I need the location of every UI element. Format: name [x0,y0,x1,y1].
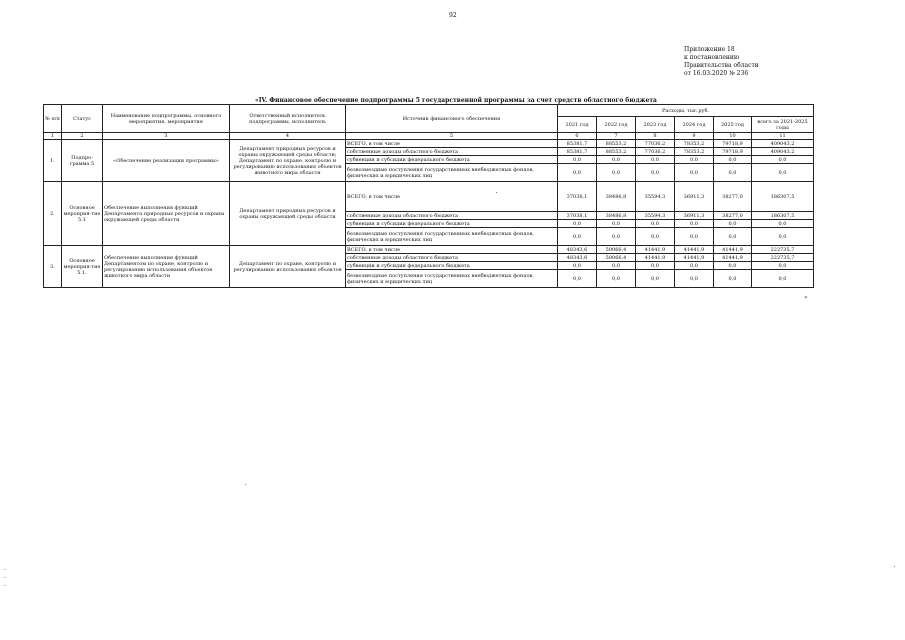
value-cell: 78353,2 [675,140,714,148]
header-status: Статус [62,105,103,133]
value-cell: 38486,8 [597,182,636,212]
value-cell: 79718,9 [714,148,752,156]
value-cell: 0,0 [675,156,714,164]
header-executor: Ответственный исполнитель подпрограммы, исполнитель [230,105,346,133]
value-cell: 36911,3 [675,212,714,220]
value-cell: 0,0 [636,164,675,182]
value-cell: 0,0 [675,262,714,270]
row-number: 2. [44,182,62,246]
appendix-line: Приложение 18 [684,46,735,53]
value-cell: 50066,4 [597,254,636,262]
value-cell: 0,0 [675,164,714,182]
value-cell: 36911,3 [675,182,714,212]
value-cell: 0,0 [636,156,675,164]
closing-quote-mark: » [804,294,808,301]
appendix-line: к постановлению [684,54,740,61]
value-cell: 0,0 [558,164,597,182]
value-cell: 41441,9 [636,246,675,254]
value-cell: 77036,2 [636,140,675,148]
value-cell: 409043,2 [752,148,814,156]
column-number: 8 [636,133,675,140]
header-year-2024: 2024 год [675,117,714,133]
row-status: Подпро-грамма 5 [62,140,103,182]
value-cell: 48343,6 [558,246,597,254]
source-cell: безвозмездные поступления государственных внебюджетных фондов, физических и юридических лиц [346,164,558,182]
value-cell: 0,0 [714,262,752,270]
value-cell: 0,0 [636,220,675,228]
value-cell: 38486,8 [597,212,636,220]
source-cell: собственные доходы областного бюджета [346,148,558,156]
column-number: 3 [103,133,230,140]
value-cell: 186307,5 [752,212,814,220]
value-cell: 0,0 [714,228,752,246]
value-cell: 41441,9 [636,254,675,262]
value-cell: 78353,2 [675,148,714,156]
source-cell: субвенции и субсидии федерального бюджета [346,220,558,228]
value-cell: 0,0 [597,164,636,182]
source-cell: ВСЕГО, в том числе [346,140,558,148]
row-status: Основное мероприя-тие 5.1 [62,182,103,246]
value-cell: 85381,7 [558,140,597,148]
source-cell: собственные доходы областного бюджета [346,212,558,220]
source-cell: субвенции и субсидии федерального бюджета [346,156,558,164]
value-cell: 48343,6 [558,254,597,262]
row-executor: Департамент природных ресурсов и охраны окружающей среды области; Департамент по охране, контролю и регулированию использования объектов животного мира области [230,140,346,182]
value-cell: 0,0 [597,220,636,228]
edge-tick: - [4,582,7,589]
appendix-line: Правительства области [684,62,759,69]
value-cell: 0,0 [675,270,714,288]
row-name: «Обеспечение реализации программы» [103,140,230,182]
value-cell: 35594,3 [636,182,675,212]
edge-tick: - [4,566,7,573]
value-cell: 77036,2 [636,148,675,156]
value-cell: 88553,2 [597,140,636,148]
row-number: 3. [44,246,62,288]
value-cell: 41441,9 [714,254,752,262]
value-cell: 41441,9 [675,246,714,254]
value-cell: 0,0 [752,220,814,228]
column-number: 11 [752,133,814,140]
value-cell: 222735,7 [752,246,814,254]
value-cell: 37038,1 [558,182,597,212]
value-cell: 0,0 [597,228,636,246]
header-source: Источник финансового обеспечения [346,105,558,133]
value-cell: 41441,9 [675,254,714,262]
value-cell: 85381,7 [558,148,597,156]
value-cell: 79718,9 [714,140,752,148]
page-number: 92 [449,12,457,19]
table-row [44,246,814,254]
column-number: 1 [44,133,62,140]
appendix-line: от 16.03.2020 № 236 [684,70,749,77]
header-year-2025: 2025 год [714,117,752,133]
row-number: 1. [44,140,62,182]
value-cell: 0,0 [558,220,597,228]
table-row [44,140,814,148]
table-title: «IV. Финансовое обеспечение подпрограммы 5 государственной программы за счет средств областного бюджета [255,97,657,104]
value-cell: 222735,7 [752,254,814,262]
value-cell: 38277,0 [714,212,752,220]
value-cell: 0,0 [714,270,752,288]
value-cell: 37038,1 [558,212,597,220]
column-number: 10 [714,133,752,140]
source-cell: ВСЕГО, в том числе [346,182,558,212]
column-number: 9 [675,133,714,140]
header-expenses: Расходы, тыс.руб. [558,105,814,117]
row-name: Обеспечение выполнения функций Департаментом по охране, контролю и регулированию использования объектов животного мира области [103,246,230,288]
value-cell: 0,0 [752,164,814,182]
value-cell: 0,0 [597,270,636,288]
source-cell: ВСЕГО, в том числе [346,246,558,254]
source-cell: безвозмездные поступления государственных внебюджетных фондов, физических и юридических лиц [346,270,558,288]
value-cell: 50066,4 [597,246,636,254]
scan-speck [496,192,497,193]
column-number: 7 [597,133,636,140]
scan-speck [894,566,895,567]
column-number: 4 [230,133,346,140]
column-number: 6 [558,133,597,140]
column-number: 5 [346,133,558,140]
row-status: Основное мероприя-тие 5.1. [62,246,103,288]
row-executor: Департамент природных ресурсов и охраны окружающей среды области [230,182,346,246]
value-cell: 0,0 [752,228,814,246]
value-cell: 41441,9 [714,246,752,254]
scan-edge-marks [4,566,6,590]
value-cell: 0,0 [558,270,597,288]
value-cell: 0,0 [558,156,597,164]
header-year-2021: 2021 год [558,117,597,133]
value-cell: 0,0 [597,262,636,270]
value-cell: 88553,2 [597,148,636,156]
header-year-2022: 2022 год [597,117,636,133]
value-cell: 0,0 [675,228,714,246]
value-cell: 0,0 [714,220,752,228]
financing-table [43,104,814,288]
value-cell: 0,0 [675,220,714,228]
column-number: 2 [62,133,103,140]
value-cell: 35594,3 [636,212,675,220]
header-total: всего за 2021-2025 годы [752,117,814,133]
source-cell: безвозмездные поступления государственных внебюджетных фондов, физических и юридических лиц [346,228,558,246]
header-no: № п/п [44,105,62,133]
appendix-block [684,46,759,78]
source-cell: собственные доходы областного бюджета [346,254,558,262]
header-year-2023: 2023 год [636,117,675,133]
value-cell: 38277,0 [714,182,752,212]
value-cell: 409043,2 [752,140,814,148]
value-cell: 0,0 [714,164,752,182]
value-cell: 0,0 [558,262,597,270]
value-cell: 0,0 [597,156,636,164]
value-cell: 0,0 [636,228,675,246]
value-cell: 0,0 [752,262,814,270]
value-cell: 0,0 [558,228,597,246]
source-cell: субвенции и субсидии федерального бюджета [346,262,558,270]
header-name: Наименование подпрограммы, основного мероприятия, мероприятия [103,105,230,133]
row-name: Обеспечение выполнения функций Департамента природных ресурсов и охраны окружающей среды области [103,182,230,246]
table-row [44,182,814,212]
row-executor: Департамент по охране, контролю и регулированию использования объектов [230,246,346,288]
scan-speck [245,484,246,485]
edge-tick: - [4,574,7,581]
value-cell: 0,0 [636,270,675,288]
value-cell: 0,0 [752,156,814,164]
value-cell: 186307,5 [752,182,814,212]
value-cell: 0,0 [636,262,675,270]
value-cell: 0,0 [752,270,814,288]
value-cell: 0,0 [714,156,752,164]
